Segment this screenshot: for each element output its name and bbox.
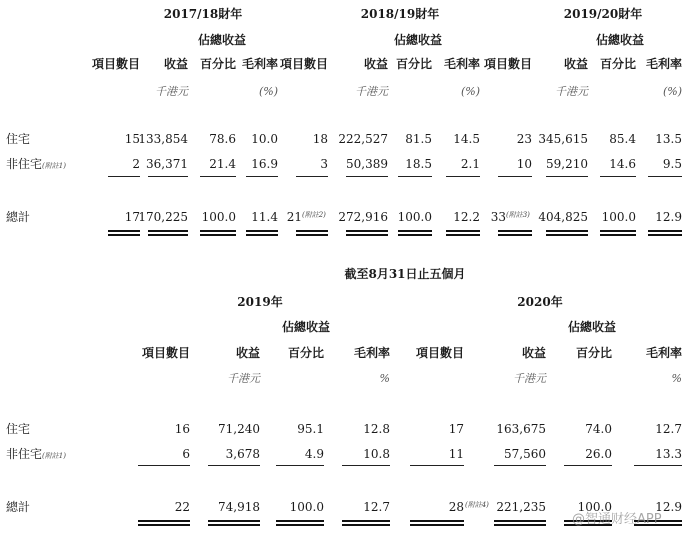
year-header-2019-20: 2019/20財年 — [563, 7, 643, 21]
cell: 221,235 — [496, 500, 546, 514]
cell: 10.0 — [251, 132, 278, 146]
rule — [208, 465, 260, 466]
unit-hkd: 千港元 — [513, 372, 546, 385]
cell: 100.0 — [577, 500, 612, 514]
double-rule — [648, 230, 682, 236]
footnote-ref: (附註2) — [302, 211, 326, 219]
year-header-2020: 2020年 — [517, 295, 563, 309]
cell: 71,240 — [218, 422, 260, 436]
rule — [200, 176, 236, 177]
cell: 12.9 — [655, 500, 682, 514]
cell: 6 — [182, 447, 190, 461]
unit-hkd: 千港元 — [555, 85, 588, 98]
double-rule — [410, 520, 464, 526]
cell: 2.1 — [460, 157, 480, 171]
col-header-percent: 百分比 — [575, 346, 612, 360]
year-header-2017-18: 2017/18財年 — [163, 7, 243, 21]
cell: 50,389 — [346, 157, 388, 171]
cell: 85.4 — [609, 132, 636, 146]
rule — [446, 176, 480, 177]
rule — [600, 176, 636, 177]
period-header: 截至8月31日止五個月 — [344, 267, 466, 281]
cell: 3 — [320, 157, 328, 171]
rule — [138, 465, 190, 466]
col-header-count: 項目數目 — [279, 57, 328, 71]
unit-hkd: 千港元 — [355, 85, 388, 98]
double-rule — [346, 230, 388, 236]
share-subhead-2019: 佔總收益 — [281, 320, 330, 334]
rule — [546, 176, 588, 177]
unit-percent: % — [379, 372, 390, 385]
unit-hkd: 千港元 — [155, 85, 188, 98]
rule — [634, 465, 682, 466]
col-header-percent: 百分比 — [599, 57, 636, 71]
rule — [410, 465, 464, 466]
unit-percent: % — [671, 372, 682, 385]
double-rule — [546, 230, 588, 236]
unit-percent: (%) — [662, 85, 682, 98]
rule — [276, 465, 324, 466]
cell: 404,825 — [538, 210, 588, 224]
cell: 18.5 — [405, 157, 432, 171]
rule — [648, 176, 682, 177]
double-rule — [494, 520, 546, 526]
rule — [498, 176, 532, 177]
col-header-revenue: 收益 — [163, 57, 188, 71]
footnote-ref: (附註1) — [42, 452, 66, 460]
cell: 17 — [448, 422, 464, 436]
double-rule — [600, 230, 636, 236]
cell: 95.1 — [297, 422, 324, 436]
watermark: @智通财经APP — [572, 512, 662, 527]
share-subhead-1: 佔總收益 — [197, 33, 246, 47]
col-header-percent: 百分比 — [199, 57, 236, 71]
cell: 100.0 — [289, 500, 324, 514]
col-header-margin: 毛利率 — [645, 346, 682, 360]
double-rule — [498, 230, 532, 236]
cell: 13.5 — [655, 132, 682, 146]
double-rule — [200, 230, 236, 236]
rule — [148, 176, 188, 177]
cell: 22 — [174, 500, 190, 514]
cell: 11 — [448, 447, 464, 461]
year-header-2019: 2019年 — [237, 295, 283, 309]
cell: 14.6 — [609, 157, 636, 171]
cell: 11.4 — [251, 210, 278, 224]
cell: 15 — [124, 132, 140, 146]
double-rule — [398, 230, 432, 236]
cell: 163,675 — [496, 422, 546, 436]
cell: 36,371 — [146, 157, 188, 171]
share-subhead-2020: 佔總收益 — [567, 320, 616, 334]
double-rule — [148, 230, 188, 236]
cell: 13.3 — [655, 447, 682, 461]
cell: 18 — [312, 132, 328, 146]
cell: 28 — [448, 500, 464, 514]
rule — [346, 176, 388, 177]
cell: 100.0 — [397, 210, 432, 224]
footnote-ref: (附註3) — [506, 211, 530, 219]
year-header-2018-19: 2018/19財年 — [360, 7, 440, 21]
rule — [246, 176, 278, 177]
double-rule — [208, 520, 260, 526]
double-rule — [296, 230, 328, 236]
cell: 16.9 — [251, 157, 278, 171]
unit-percent: (%) — [460, 85, 480, 98]
unit-percent: (%) — [258, 85, 278, 98]
double-rule — [138, 520, 190, 526]
double-rule — [446, 230, 480, 236]
cell: 2 — [132, 157, 140, 171]
cell: 9.5 — [662, 157, 682, 171]
rule — [494, 465, 546, 466]
rule — [108, 176, 140, 177]
col-header-percent: 百分比 — [287, 346, 324, 360]
cell: 23 — [516, 132, 532, 146]
cell: 272,916 — [338, 210, 388, 224]
col-header-revenue: 收益 — [521, 346, 546, 360]
share-subhead-2: 佔總收益 — [393, 33, 442, 47]
rule — [296, 176, 328, 177]
cell: 12.2 — [453, 210, 480, 224]
col-header-margin: 毛利率 — [353, 346, 390, 360]
cell: 59,210 — [546, 157, 588, 171]
cell: 14.5 — [453, 132, 480, 146]
row-label-residential: 住宅 — [6, 422, 31, 436]
footnote-ref: (附註1) — [42, 162, 66, 170]
col-header-count: 項目數目 — [483, 57, 532, 71]
rule — [342, 465, 390, 466]
cell: 170,225 — [138, 210, 188, 224]
cell: 78.6 — [209, 132, 236, 146]
cell: 4.9 — [304, 447, 324, 461]
row-label-total: 總計 — [6, 210, 31, 224]
cell: 100.0 — [601, 210, 636, 224]
cell: 21.4 — [209, 157, 236, 171]
col-header-count: 項目數目 — [415, 346, 464, 360]
col-header-margin: 毛利率 — [443, 57, 480, 71]
cell: 33 — [490, 210, 506, 224]
cell: 12.8 — [363, 422, 390, 436]
cell: 10.8 — [363, 447, 390, 461]
col-header-revenue: 收益 — [563, 57, 588, 71]
double-rule — [276, 520, 324, 526]
col-header-count: 項目數目 — [91, 57, 140, 71]
cell: 12.7 — [655, 422, 682, 436]
row-label-non-residential: 非住宅(附註1) — [6, 157, 66, 171]
cell: 12.7 — [363, 500, 390, 514]
double-rule — [108, 230, 140, 236]
footnote-ref: (附註4) — [465, 501, 489, 509]
cell: 81.5 — [405, 132, 432, 146]
cell: 10 — [516, 157, 532, 171]
cell: 345,615 — [538, 132, 588, 146]
row-label-residential: 住宅 — [6, 132, 31, 146]
col-header-margin: 毛利率 — [241, 57, 278, 71]
col-header-revenue: 收益 — [235, 346, 260, 360]
cell: 100.0 — [201, 210, 236, 224]
row-label-non-residential: 非住宅(附註1) — [6, 447, 66, 461]
cell: 74,918 — [218, 500, 260, 514]
col-header-count: 項目數目 — [141, 346, 190, 360]
rule — [398, 176, 432, 177]
col-header-revenue: 收益 — [363, 57, 388, 71]
cell: 16 — [174, 422, 190, 436]
cell: 222,527 — [338, 132, 388, 146]
row-label-total: 總計 — [6, 500, 31, 514]
cell: 133,854 — [138, 132, 188, 146]
col-header-margin: 毛利率 — [645, 57, 682, 71]
cell: 12.9 — [655, 210, 682, 224]
cell: 26.0 — [585, 447, 612, 461]
double-rule — [246, 230, 278, 236]
unit-hkd: 千港元 — [227, 372, 260, 385]
share-subhead-3: 佔總收益 — [595, 33, 644, 47]
cell: 74.0 — [585, 422, 612, 436]
cell: 57,560 — [504, 447, 546, 461]
cell: 17 — [124, 210, 140, 224]
cell: 3,678 — [225, 447, 260, 461]
rule — [564, 465, 612, 466]
cell: 21 — [286, 210, 302, 224]
double-rule — [342, 520, 390, 526]
col-header-percent: 百分比 — [395, 57, 432, 71]
